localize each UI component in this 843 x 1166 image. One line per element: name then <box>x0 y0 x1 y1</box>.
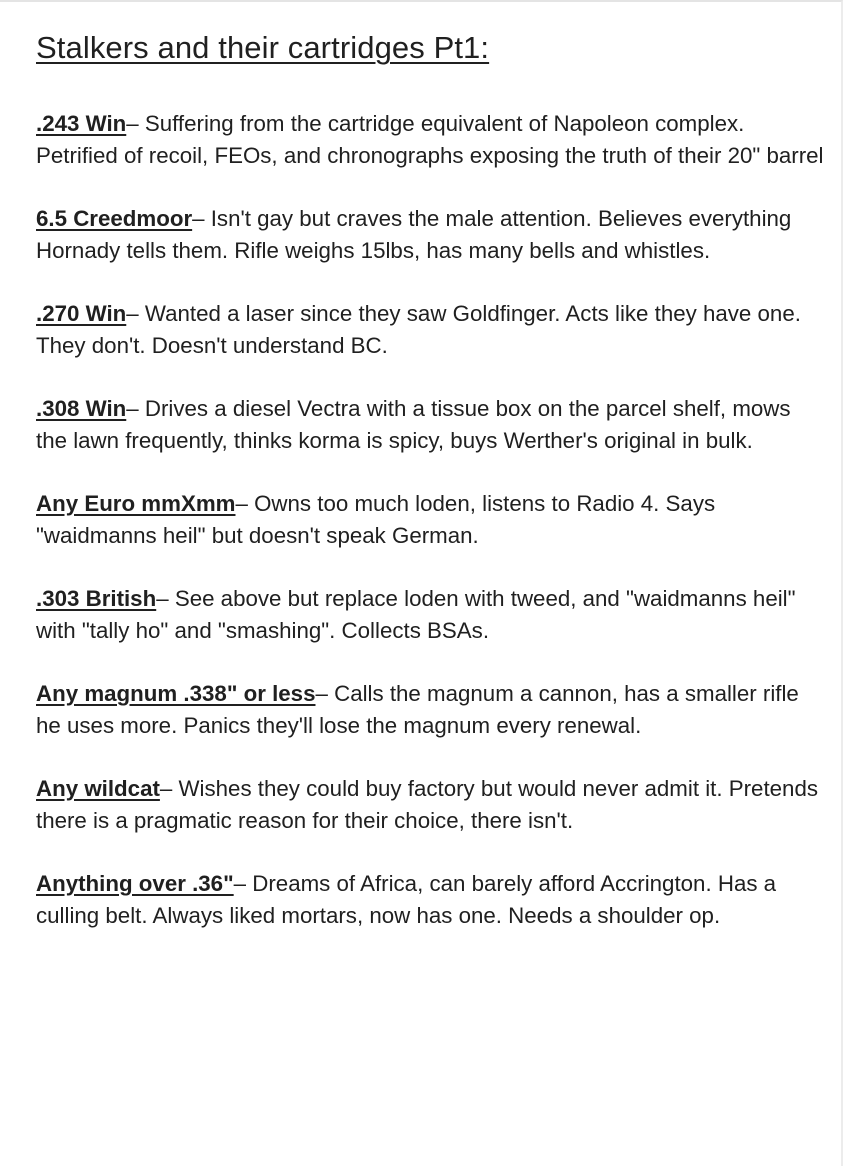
cartridge-description: Isn't gay but craves the male attention. Believes everything Hornady tells them. Rifle weighs 15lbs, has many bells and whistles. <box>36 206 792 263</box>
dash-separator: – <box>126 111 139 136</box>
dash-separator: – <box>126 396 139 421</box>
dash-separator: – <box>315 681 328 706</box>
document-title: Stalkers and their cartridges Pt1: <box>36 30 490 65</box>
cartridge-description: Dreams of Africa, can barely afford Accrington. Has a culling belt. Always liked mortars, now has one. Needs a shoulder op. <box>36 871 777 928</box>
dash-separator: – <box>159 776 173 801</box>
list-item <box>36 203 826 266</box>
list-item <box>36 488 826 551</box>
cartridge-name: .303 British <box>36 586 157 611</box>
cartridge-description: See above but replace loden with tweed, and "waidmanns heil" with "tally ho" and "smashing". Collects BSAs. <box>36 586 796 643</box>
list-item <box>36 773 826 836</box>
list-item <box>36 678 826 741</box>
cartridge-description: Owns too much loden, listens to Radio 4. Says "waidmanns heil" but doesn't speak German. <box>36 491 716 548</box>
cartridge-description: Wishes they could buy factory but would never admit it. Pretends there is a pragmatic reason for their choice, there isn't. <box>36 776 818 833</box>
cartridge-description: Calls the magnum a cannon, has a smaller rifle he uses more. Panics they'll lose the magnum every renewal. <box>36 681 799 738</box>
cartridge-name: .243 Win <box>36 111 127 136</box>
dash-separator: – <box>126 301 139 326</box>
cartridge-description: Drives a diesel Vectra with a tissue box on the parcel shelf, mows the lawn frequently, thinks korma is spicy, buys Werther's original in bulk. <box>36 396 791 453</box>
cartridge-name: Anything over .36" <box>36 871 234 896</box>
cartridge-description: Suffering from the cartridge equivalent of Napoleon complex. Petrified of recoil, FEOs, and chronographs exposing the truth of their 20" barrel <box>36 111 824 168</box>
cartridge-name: .270 Win <box>36 301 127 326</box>
cartridge-name: .308 Win <box>36 396 127 421</box>
cartridge-list <box>36 108 826 963</box>
list-item <box>36 583 826 646</box>
cartridge-description: Wanted a laser since they saw Goldfinger. Acts like they have one. They don't. Doesn't understand BC. <box>36 301 801 358</box>
list-item <box>36 868 826 931</box>
cartridge-name: Any magnum .338" or less <box>36 681 316 706</box>
dash-separator: – <box>235 491 248 516</box>
dash-separator: – <box>192 206 205 231</box>
cartridge-name: Any wildcat <box>36 776 160 801</box>
list-item <box>36 108 826 171</box>
dash-separator: – <box>156 586 169 611</box>
list-item <box>36 393 826 456</box>
cartridge-name: 6.5 Creedmoor <box>36 206 193 231</box>
list-item <box>36 298 826 361</box>
cartridge-name: Any Euro mmXmm <box>36 491 236 516</box>
dash-separator: – <box>233 871 247 896</box>
